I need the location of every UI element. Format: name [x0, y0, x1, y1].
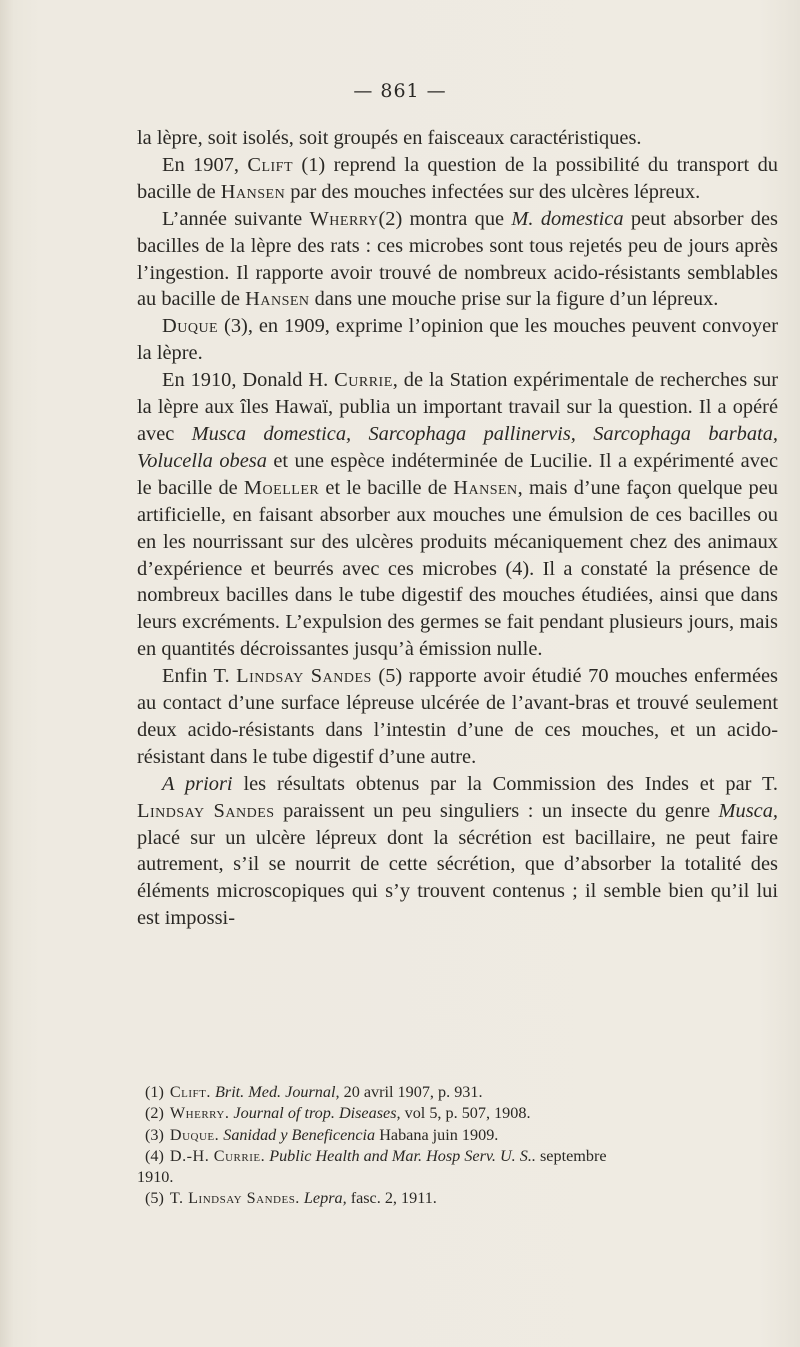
genus-name: Musca, [718, 799, 778, 822]
author-name: Currie [334, 369, 393, 392]
page-number: — 861 — [353, 80, 447, 102]
paragraph-1 [137, 125, 778, 152]
paragraph-3 [137, 206, 778, 314]
paragraph-5 [137, 367, 778, 663]
footnote-details: 20 avril 1907, p. 931. [339, 1083, 483, 1101]
paragraph-7 [137, 771, 778, 932]
paragraph-text: L’année suivante [162, 207, 310, 230]
footnote-continuation: 1910. [137, 1168, 174, 1187]
footnote-author: D.-H. Currie. [169, 1146, 266, 1165]
latin-phrase: A priori [162, 772, 233, 795]
footnote-1 [137, 1082, 778, 1103]
footnote-5 [137, 1188, 778, 1209]
author-name: Clift [247, 153, 294, 176]
footnote-details: fasc. 2, 1911. [346, 1189, 437, 1208]
paragraph-text: En 1910, Donald H. [162, 369, 335, 392]
footnote-title: Public Health and Mar. Hosp Serv. U. S.. [269, 1146, 536, 1165]
footnote-title: Journal of trop. Diseases, [233, 1104, 401, 1123]
species-name: M. domestica [511, 207, 624, 230]
paragraph-text: peut absorber des bacilles de la lèpre des rats : ces microbes sont tous rejetés peu de jours après l’ingestion. Il rapporte avoir trouvé de nombreux acido-résistants semblables au bacille de [137, 207, 778, 311]
paragraph-text: (5) rapporte avoir étudié 70 mouches enfermées au contact d’une surface lépreuse ulcérée de l’avant-bras et trouvé seulement deux acido-résistants dans l’intestin d’une de ces mouches, et un acido-résistant dans le tube digestif d’une autre. [137, 665, 778, 768]
footnote-2 [137, 1103, 778, 1124]
footnote-3 [137, 1125, 778, 1146]
footnote-author: T. Lindsay Sandes. [169, 1189, 300, 1208]
body-text [137, 125, 778, 932]
paragraph-text: (3), en 1909, exprime l’opinion que les mouches peuvent convoyer la lèpre. [137, 315, 778, 365]
author-name: Hansen [453, 476, 518, 499]
author-name: Hansen [220, 180, 286, 203]
author-name: Duque [162, 315, 219, 338]
footnote-number: (1) [145, 1083, 164, 1101]
paragraph-text: la lèpre, soit isolés, soit groupés en faisceaux caractéristiques. [137, 127, 642, 149]
paragraph-text: et une espèce indéterminée de Lucilie. Il a expérimenté avec le bacille de [137, 449, 779, 499]
footnote-details: septembre [535, 1146, 607, 1165]
footnote-author: Clift. [169, 1083, 211, 1101]
footnote-title: Sanidad y Beneficencia [223, 1125, 376, 1144]
footnote-title: Brit. Med. Journal, [215, 1083, 340, 1101]
footnote-number: (2) [145, 1104, 164, 1123]
paragraph-2 [137, 152, 778, 206]
author-name: Lindsay Sandes [137, 799, 275, 822]
footnote-author: Wherry. [169, 1104, 230, 1123]
paragraph-text: paraissent un peu singuliers : un insecte du genre [274, 799, 719, 822]
footnote-number: (4) [145, 1146, 164, 1165]
paragraph-text: placé sur un ulcère lépreux dont la sécrétion est bacillaire, ne peut faire autrement, s’il se nourrit de cette sécrétion, que d’absorber la totalité des éléments microscopiques qui s’y trouvent contenus ; il semble bien qu’il lui est impossi- [137, 826, 778, 930]
paragraph-text: et le bacille de [319, 476, 454, 499]
footnote-details: vol 5, p. 507, 1908. [400, 1104, 531, 1123]
author-name: Lindsay Sandes [236, 665, 372, 688]
footnote-title: Lepra, [303, 1189, 347, 1208]
author-name: Moeller [243, 476, 320, 499]
footnotes [137, 1082, 778, 1210]
author-name: Wherry [309, 207, 379, 230]
paragraph-text: , mais d’une façon quelque peu artificielle, en faisant absorber aux mouches une émulsion de ces bacilles ou en les nourrissant sur des ulcères produits mécaniquement chez des animaux d’expérience et beurrés avec ces microbes (4). Il a constaté la présence de nombreux bacilles dans le tube digestif des mouches étudiées, ainsi que dans leurs excréments. L’expulsion des germes se fait pendant plusieurs jours, mais en quantités décroissantes jusqu’à émission nulle. [137, 476, 778, 661]
paragraph-4 [137, 313, 778, 367]
footnote-number: (3) [145, 1125, 164, 1144]
species-list: Musca domestica, Sarcophaga pallinervis, Sarcophaga barbata, Volucella obesa [137, 422, 778, 472]
paragraph-text: , de la Station expérimentale de recherches sur la lèpre aux îles Hawaï, publia un important travail sur la question. Il a opéré avec [137, 369, 778, 445]
footnote-4 [137, 1146, 778, 1189]
paragraph-text: En 1907, [162, 153, 248, 176]
author-name: Hansen [245, 288, 310, 311]
footnote-details: Habana juin 1909. [375, 1125, 499, 1144]
paragraph-text: les résultats obtenus par la Commission des Indes et par T. [232, 772, 778, 795]
footnote-author: Duque. [169, 1125, 220, 1144]
footnote-number: (5) [145, 1189, 164, 1208]
paragraph-text: Enfin T. [162, 665, 237, 688]
paragraph-6 [137, 663, 778, 771]
paragraph-text: (1) reprend la question de la possibilité du transport du bacille de [137, 153, 779, 203]
paragraph-text: dans une mouche prise sur la figure d’un lépreux. [309, 288, 719, 311]
paragraph-text: (2) montra que [378, 207, 512, 230]
paragraph-text: par des mouches infectées sur des ulcères lépreux. [285, 180, 701, 203]
